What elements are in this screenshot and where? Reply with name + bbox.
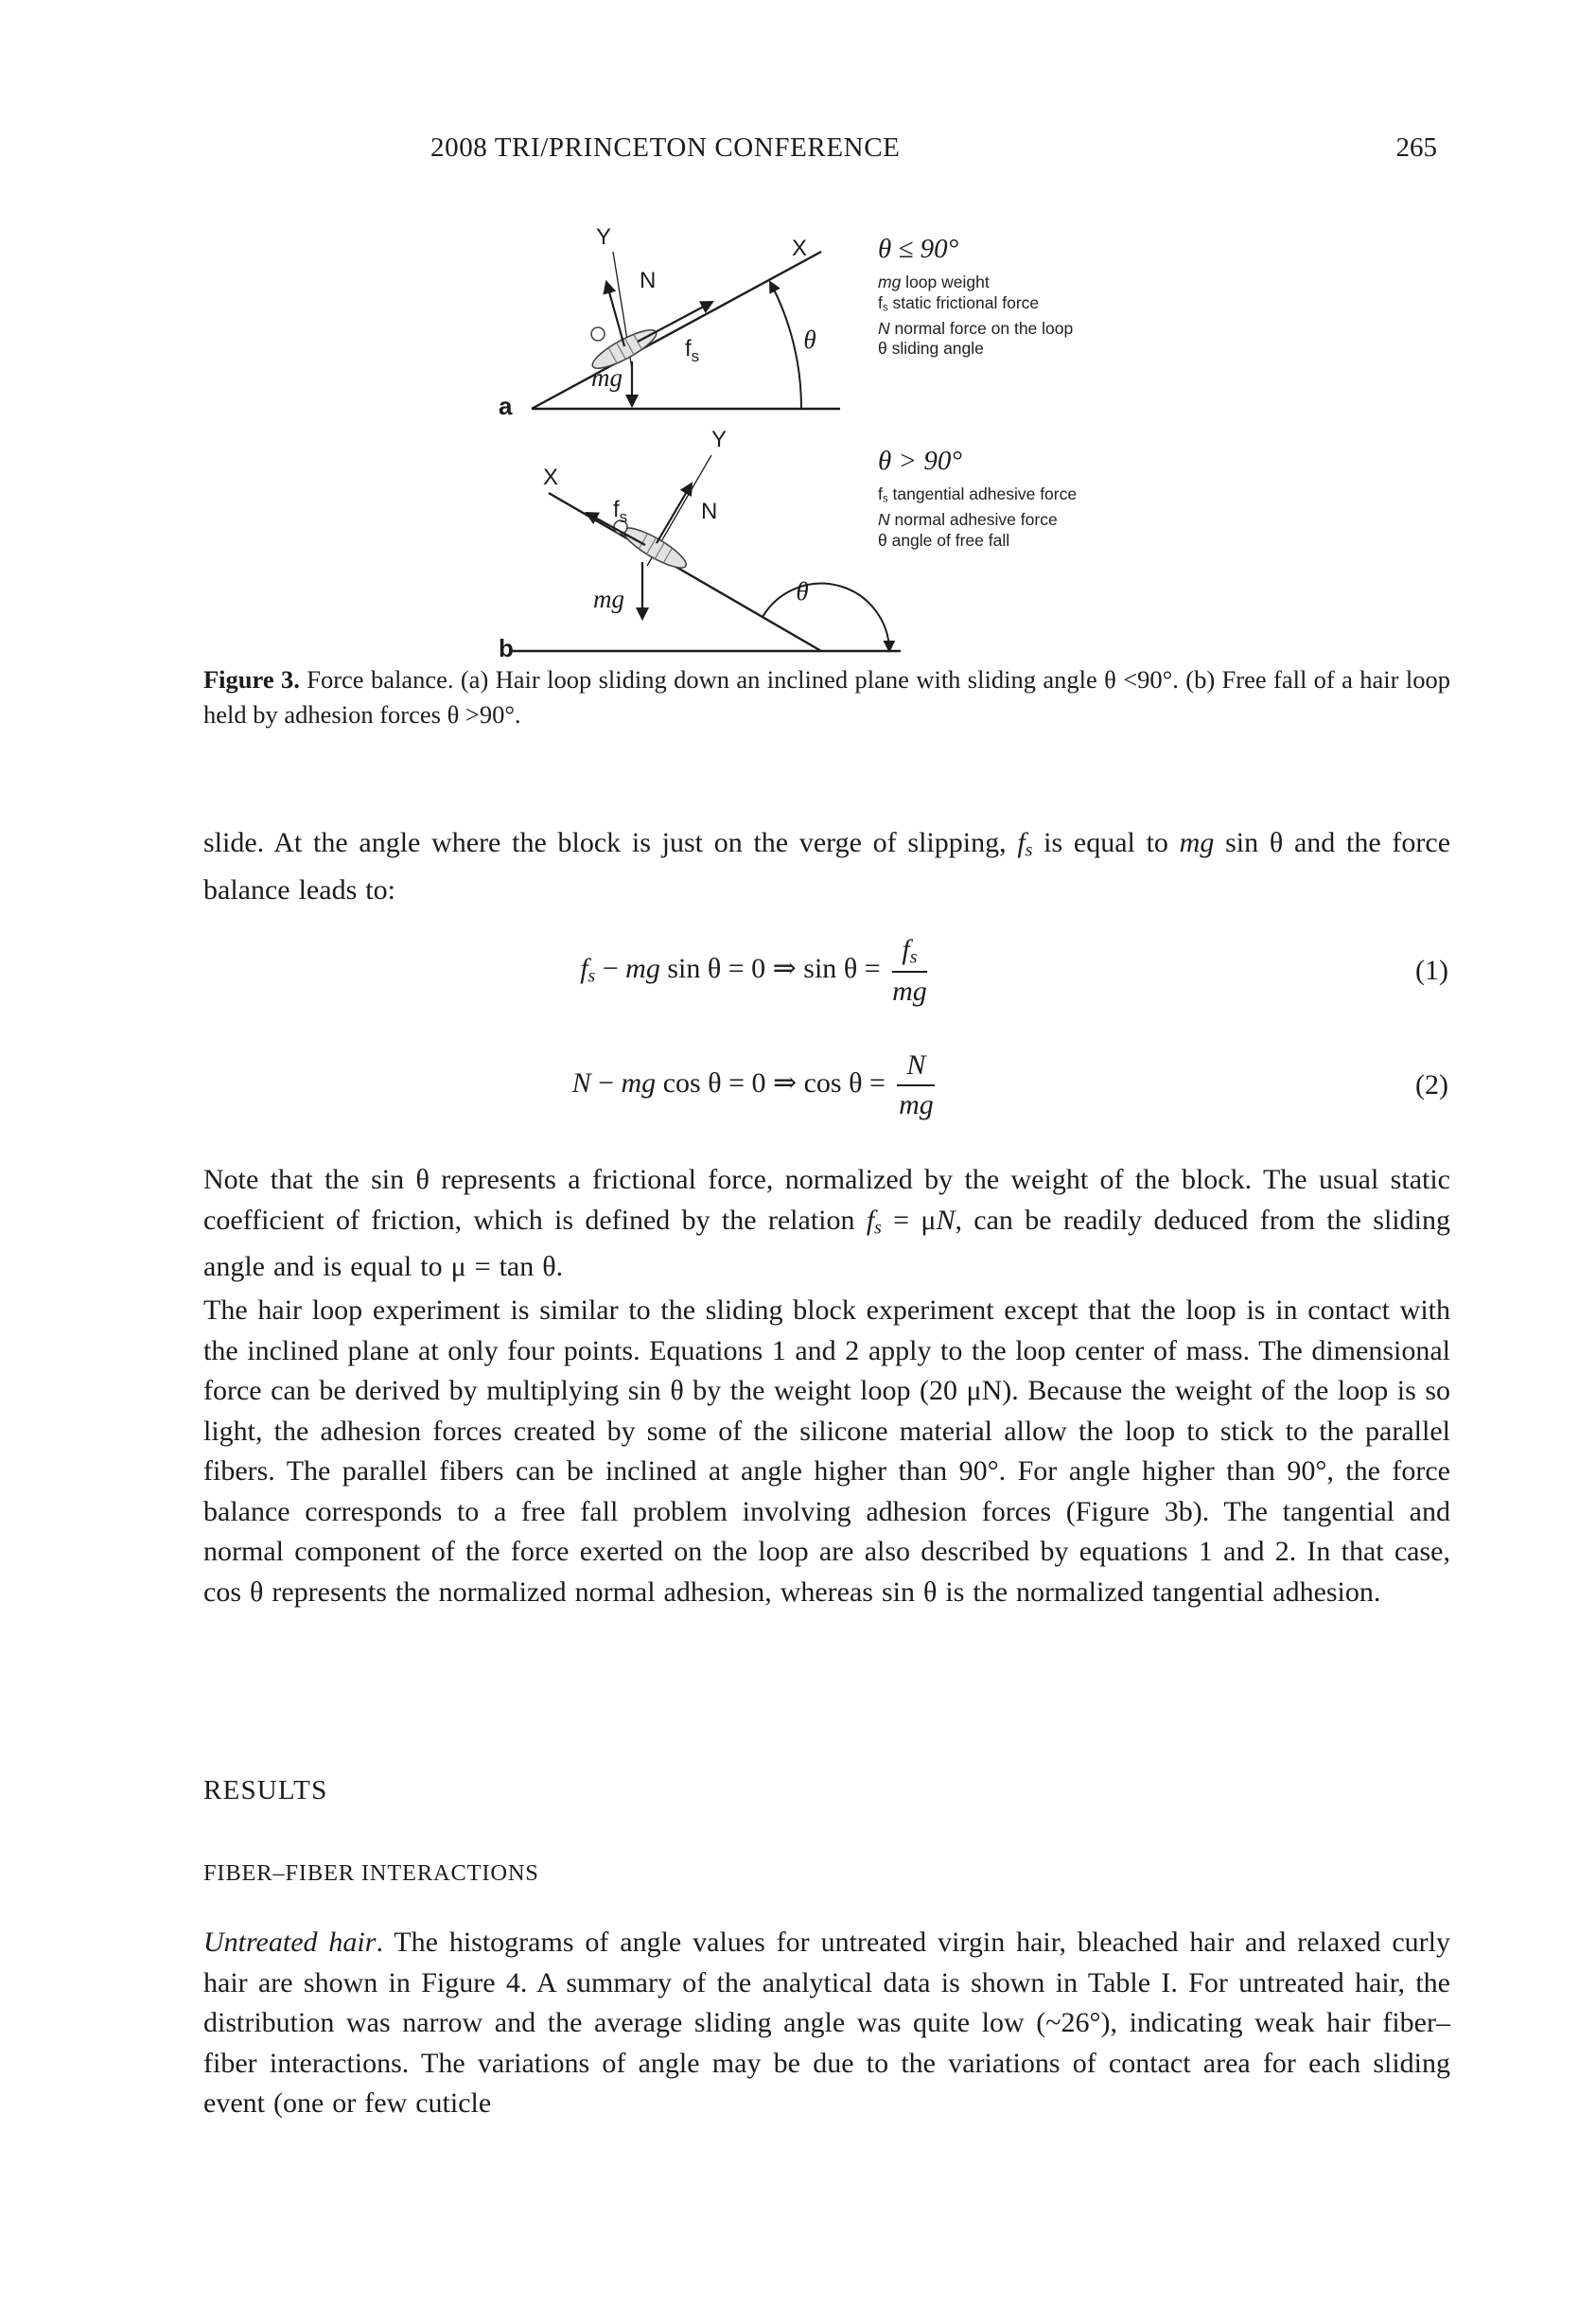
legend-b-title: θ > 90°: [878, 446, 962, 476]
equation-1-body: fs − mg sin θ = 0 ⇒ sin θ = $\frac{fs}{mg}$: [580, 933, 927, 1008]
legend-a-line-fs: fs static frictional force: [878, 292, 1040, 314]
legend-b-line-n: N normal adhesive force: [878, 510, 1058, 530]
y-axis-label-b: Y: [710, 427, 728, 452]
subfigure-label-b: b: [499, 634, 514, 662]
normal-force-arrow-b: [657, 484, 692, 543]
hair-loop-b: [619, 521, 691, 574]
subfigure-label-a: a: [499, 392, 513, 420]
loop-end-ring-a: [591, 327, 605, 341]
angle-arc-b: [763, 584, 889, 651]
equation-1-number: (1): [1415, 955, 1448, 986]
friction-force-arrow-a: [638, 302, 712, 342]
paragraph-untreated-hair: Untreated hair. The histograms of angle values for untreated virgin hair, bleached hair and relaxed curly hair are shown in Figure 4. A summary of the analytical data is shown in Table I. For untreated hair, the distribution was narrow and the average sliding angle was quite low (~26°), indicating weak hair fiber–fiber interactions. The variations of angle may be due to the variations of contact area for each sliding event (one or few cuticle: [203, 1927, 1450, 2119]
normal-force-label-a: N: [640, 268, 657, 293]
results-heading: RESULTS: [203, 1775, 328, 1805]
weight-label-b: mg: [593, 585, 624, 613]
adhesion-force-label-b: fs: [613, 497, 628, 526]
legend-a: [878, 233, 1162, 360]
force-balance-diagrams: [0, 227, 1596, 679]
equation-2: [203, 1033, 1450, 1137]
figure-caption: Figure 3. Force balance. (a) Hair loop sliding down an inclined plane with sliding angle θ <90°. (b) Free fall of a hair loop held by adhesion forces θ >90°.: [203, 665, 1450, 729]
weight-label-a: mg: [591, 363, 623, 392]
equation-1: [203, 918, 1450, 1024]
legend-a-title: θ ≤ 90°: [878, 234, 959, 264]
legend-b-line-theta: θ angle of free fall: [878, 530, 1010, 550]
figure-3: [0, 227, 1596, 679]
paragraph-hair-loop-experiment: The hair loop experiment is similar to the sliding block experiment except that the loop is in contact with the inclined plane at only four points. Equations 1 and 2 apply to the loop center of mass. The dimensional force can be derived by multiplying sin θ by the weight loop (20 μN). Because the weight of the loop is so light, the adhesion forces created by some of the silicone material allow the loop to stick to the parallel fibers. The parallel fibers can be inclined at angle higher than 90°. For angle higher than 90°, the force balance corresponds to a free fall problem involving adhesion forces (Figure 3b). The tangential and normal component of the force exerted on the loop are also described by equations 1 and 2. In that case, cos θ represents the normalized normal adhesion, whereas sin θ is the normalized tangential adhesion.: [203, 1294, 1450, 1608]
equation-2-number: (2): [1415, 1069, 1448, 1100]
y-axis-label-a: Y: [595, 227, 612, 250]
legend-a-line-mg: mg loop weight: [878, 273, 990, 291]
angle-arc-a: [770, 282, 801, 409]
running-head: 2008 TRI/PRINCETON CONFERENCE: [430, 132, 901, 163]
normal-force-arrow-a: [606, 282, 624, 346]
equation-2-body: N − mg cos θ = 0 ⇒ cos θ = $\frac{N}{mg}$: [571, 1049, 934, 1120]
diagram-a: [499, 227, 840, 420]
angle-label-b: θ: [796, 577, 809, 606]
paragraph-note: Note that the sin θ represents a frictional force, normalized by the weight of the block. The usual static coefficient of friction, which is defined by the relation fs = μN, can be readily deduced from the sliding angle and is equal to μ = tan θ.: [203, 1164, 1450, 1283]
fiber-fiber-interactions-heading: FIBER–FIBER INTERACTIONS: [203, 1860, 539, 1886]
paragraph-slide-continuation: slide. At the angle where the block is just on the verge of slipping, fs is equal to mg sin θ and the force balance leads to:: [203, 827, 1451, 906]
normal-force-label-b: N: [701, 499, 718, 524]
legend-a-line-n: N normal force on the loop: [878, 318, 1074, 338]
legend-b: [878, 445, 1162, 551]
angle-label-a: θ: [803, 326, 816, 354]
x-axis-label-a: X: [791, 236, 808, 261]
x-axis-label-b: X: [542, 465, 559, 490]
friction-force-label-a: fs: [685, 336, 700, 365]
incline-line-b: [549, 493, 821, 651]
legend-a-line-theta: θ sliding angle: [878, 339, 984, 359]
diagram-b: [499, 427, 901, 662]
incline-line-a: [532, 252, 821, 409]
page-number: 265: [1395, 132, 1437, 163]
legend-b-line-fs: fs tangential adhesive force: [878, 484, 1078, 505]
